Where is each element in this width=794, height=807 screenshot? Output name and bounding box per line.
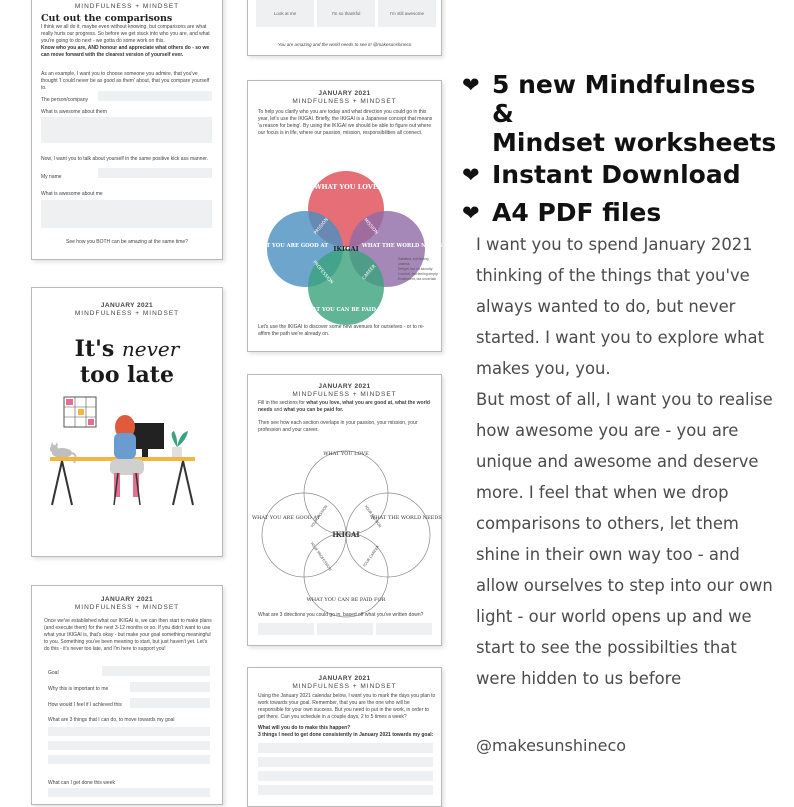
quote-its: It's	[74, 336, 115, 362]
sheet-subtitle: MINDFULNESS + MINDSET	[292, 391, 397, 398]
sheet-footer: See how you BOTH can be amazing at the same time?	[65, 239, 188, 245]
label-passion: PASSION	[313, 217, 330, 236]
three-things-label: What are 3 things that I can do, to move towards my goal	[48, 717, 175, 723]
feature-list	[462, 70, 782, 229]
heart-icon: ❤	[462, 163, 480, 187]
label-vocation: CAREER	[361, 264, 378, 282]
instagram-handle: @makesunshineco	[476, 736, 627, 755]
plant-icon	[172, 431, 188, 457]
sheet-subtitle: MINDFULNESS + MINDSET	[74, 310, 180, 317]
legend-item: Excitement, but uncertain	[398, 277, 437, 281]
intro-text: Once we've established what our IKIGAI is, we can then start to make plans (and execute them) for the next 3-12 months or so. If you didn't want to use what your IKIGAI is, that's okay - but make your goal something meaningful to you. Something you've been meaning to start, but just haven't yet. Let's do this - it's never too late, and I'm here to support you!	[44, 618, 212, 652]
awesome-me-label: What is awesome about me	[41, 191, 103, 197]
label-needs: WHAT THE WORLD NEEDS	[361, 243, 443, 249]
worksheet-ikigai	[247, 80, 442, 352]
cell-thankful: I'm so thankful	[317, 0, 375, 27]
label-profession: PROFESSION	[311, 260, 334, 286]
thing-field-2[interactable]	[48, 741, 210, 750]
quote-title	[32, 336, 222, 388]
feature-item	[462, 160, 782, 191]
label-center: IKIGAI	[333, 245, 359, 253]
label-paid: WHAT YOU CAN BE PAID FOR	[306, 597, 386, 603]
task-field-2[interactable]	[258, 757, 433, 767]
thing-field-1[interactable]	[48, 727, 210, 736]
sheet-subtitle: MINDFULNESS + MINDSET	[292, 683, 397, 690]
circle-paid	[308, 249, 384, 325]
feature-line: Mindset worksheets	[492, 128, 777, 157]
quote-never: never	[121, 337, 180, 361]
sheet-title: JANUARY 2021	[100, 596, 154, 603]
intro-part: and	[272, 407, 284, 413]
why-label: Why this is important to me	[48, 686, 109, 692]
task-field-3[interactable]	[258, 771, 433, 781]
sheet-footer: You are amazing and the world needs to see it! @makesunshineco	[277, 42, 412, 47]
task-field-4[interactable]	[258, 785, 433, 795]
label-love: WHAT YOU LOVE	[314, 183, 378, 191]
intro-bold: what you love, what you are good at, what the world needs	[258, 400, 430, 413]
label-career: YOUR CAREER	[362, 544, 381, 569]
now-text: Now, I want you to talk about yourself in the same positive kick ass manner.	[41, 156, 209, 162]
feature-item	[462, 70, 782, 157]
worksheet-thankful	[247, 0, 442, 56]
label-needs: WHAT THE WORLD NEEDS	[370, 515, 442, 521]
label-mission: YOUR MISSION	[363, 504, 383, 529]
feature-item	[462, 198, 782, 229]
name-field[interactable]	[98, 168, 212, 178]
awesome-them-field[interactable]	[41, 117, 212, 143]
sheet-title: Cut out the comparisons	[41, 13, 173, 24]
ikigai-legend	[398, 257, 438, 282]
example-text: As an example, I want you to choose someone you admire, that you've thought 'I could never be as good as them' about, that you compare yourself to.	[41, 71, 210, 91]
intro-text: To help you clarify who you are today and what direction you could go in this year, let's use the IKIGAI. Briefly, the IKIGAI is a Japanese concept that means 'a reason for being'. By using the IKIGAI we should be able to figure out where our focus is in life, where our passion, mission, responsibilities all connect.	[258, 109, 433, 136]
intro-text: Using the January 2021 calendar below, I want you to mark the days you plan to work towards your goal. Remember, that you are the one who will be responsible for your own success. But you need to put in the work, in order to get there. Can you schedule in a couple days, 2 to 5 times a week?	[258, 693, 436, 720]
goal-label: Goal	[48, 670, 59, 676]
worksheet-ikigai-blank	[247, 374, 442, 646]
description-text: I want you to spend January 2021 thinking of the things that you've always wanted to do, but never started. I want you to explore what makes you, you. But most of all, I want you to realise how awesome you are - you are unique and awesome and deserve more. I feel that when we drop comparisons to others, let them shine in their own way too - and allow ourselves to step into our own light - our world opens up and we start to see the possibilties that were hidden to us before	[476, 235, 773, 688]
sheet-title: JANUARY 2021	[318, 675, 371, 682]
question-text: What will you do to make this happen?	[258, 725, 351, 731]
worksheet-comparisons	[31, 0, 223, 260]
week-field[interactable]	[48, 788, 210, 797]
intro-bold: what you can be paid for.	[283, 407, 344, 413]
sheet-title: JANUARY 2021	[100, 302, 154, 309]
awesome-them-label: What is awesome about them	[41, 109, 107, 115]
ikigai-blank-diagram	[251, 435, 442, 611]
intro-bold-text: Know who you are, AND honour and appreciate what others do - so we can move forward with the clearest version of yourself ever.	[41, 45, 210, 58]
feel-label: How would I feel if I achieved this	[48, 702, 122, 708]
intro-text: I think we all do it, maybe even without knowing, but comparisons are what really hurts our progress. So before we get stuck into who you are, and what you're going to do next - we gotta do some work on this.	[41, 24, 210, 44]
legend-item: Delight, but no security	[398, 267, 433, 271]
why-field[interactable]	[130, 682, 210, 692]
feature-text: Instant Download	[492, 160, 741, 189]
desk-illustration	[48, 393, 208, 508]
goal-field[interactable]	[102, 666, 210, 676]
feel-field[interactable]	[130, 698, 210, 708]
heart-icon: ❤	[462, 73, 480, 97]
label-good: WHAT YOU ARE GOOD AT	[251, 243, 329, 249]
legend-item: Comfort, but feeling empty	[398, 272, 438, 276]
label-profession: YOUR PROFESSION	[309, 541, 333, 572]
label-mission: MISSION	[362, 217, 379, 236]
label-good: WHAT YOU ARE GOOD AT	[251, 515, 321, 521]
intro-part: Fill in the sections for	[258, 400, 307, 406]
person-label: The person/company	[41, 97, 88, 103]
question2-text: 3 things I need to get done consistently in January 2021 towards my goal:	[258, 732, 434, 738]
direction-field-2[interactable]	[317, 623, 373, 635]
worksheet-never-too-late	[31, 287, 223, 557]
ikigai-venn-diagram	[251, 151, 443, 329]
sheet-subtitle: MINDFULNESS + MINDSET	[292, 98, 397, 105]
label-center: IKIGAI	[332, 530, 360, 539]
week-label: What can I get done this week	[48, 780, 115, 786]
feature-text	[492, 70, 782, 157]
worksheet-plans	[31, 585, 223, 805]
label-love: WHAT YOU LOVE	[323, 451, 369, 457]
intro-text	[258, 400, 436, 414]
quote-too-late: too late	[80, 362, 174, 388]
sheet-title: JANUARY 2021	[318, 383, 371, 390]
intro2-text: Then see how each section overlaps in your passion, your mission, your profession and your career.	[258, 420, 418, 433]
description	[476, 229, 781, 694]
legend-item: Satisfied, but feeling useless	[398, 257, 429, 266]
feature-text: A4 PDF files	[492, 198, 662, 227]
cell-look-at-me: Look at me	[256, 0, 314, 27]
question-text: What are 3 directions you could go in, based off what you've written down?	[258, 612, 424, 618]
direction-field-3[interactable]	[376, 623, 432, 635]
direction-field-1[interactable]	[258, 623, 314, 635]
thing-field-3[interactable]	[48, 755, 210, 764]
worksheet-calendar	[247, 667, 442, 807]
outro-text: Let's use the IKIGAI to discover some new avenues for ourselves - or to re-affirm the path we're already on.	[258, 324, 425, 337]
feature-line: 5 new Mindfulness &	[492, 70, 756, 128]
task-field-1[interactable]	[258, 743, 433, 753]
cell-still-awesome: I'm still awesome	[378, 0, 436, 27]
name-label: My name	[41, 174, 62, 180]
label-passion: YOUR PASSION	[309, 504, 329, 529]
sheet-subtitle: MINDFULNESS + MINDSET	[74, 3, 180, 10]
sheet-title: JANUARY 2021	[318, 90, 371, 97]
heart-icon: ❤	[462, 201, 480, 225]
awesome-me-field[interactable]	[41, 200, 212, 228]
sheet-subtitle: MINDFULNESS + MINDSET	[74, 604, 180, 611]
person-field[interactable]	[98, 91, 212, 101]
label-paid: WHAT YOU CAN BE PAID FOR	[301, 307, 391, 313]
